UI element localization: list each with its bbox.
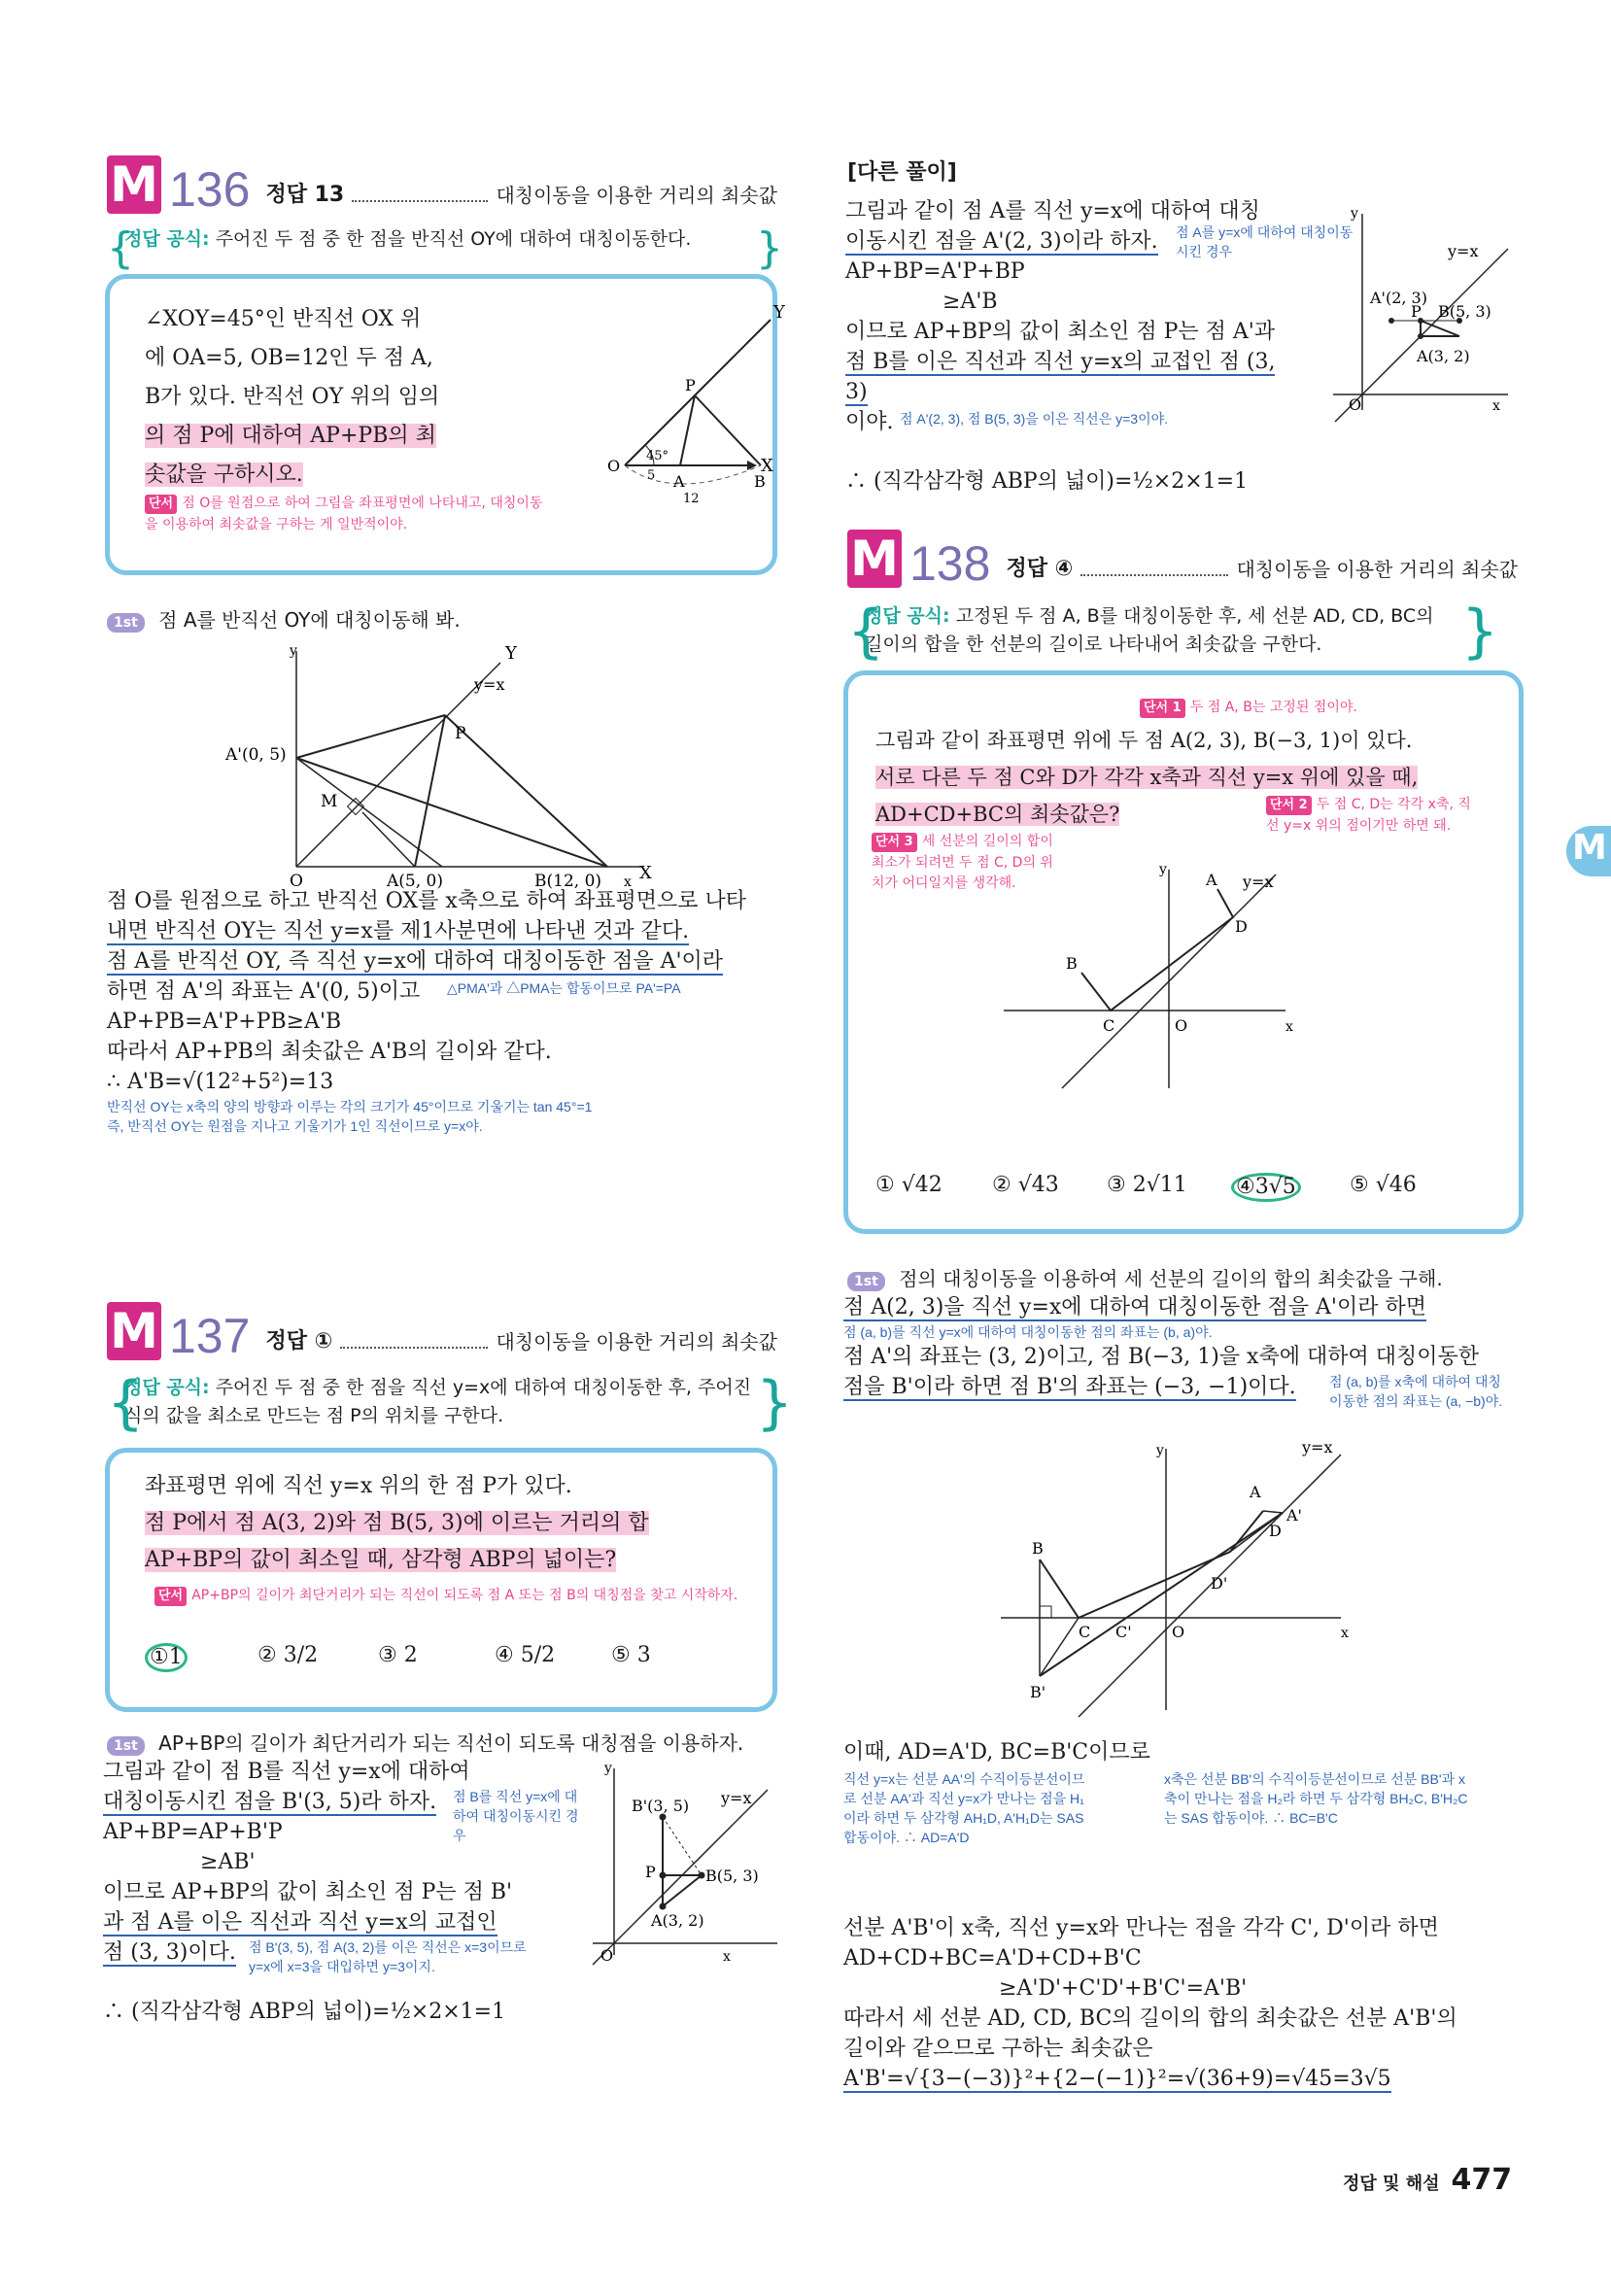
label-d: D xyxy=(1235,917,1248,936)
formula-text-2: 길이의 합을 한 선분의 길이로 나타내어 최솟값을 구한다. xyxy=(865,634,1322,655)
note-aa-prime: 직선 y=x는 선분 AA'의 수직이등분선이므로 선분 AA'과 직선 y=x가 만나는 점을 H₁이라 하면 두 삼각형 AH₁D, A'H₁D는 SAS 합동이야. ∴ AD=A'D xyxy=(843,1771,1085,1845)
choice-1[interactable]: ①1 xyxy=(145,1643,188,1672)
question-text: 그림과 같이 좌표평면 위에 두 점 A(2, 3), B(−3, 1)이 있다. 서로 다른 두 점 C와 D가 각각 x축과 직선 y=x 위에 있을 때, AD+CD+BC의 최솟값은? xyxy=(875,729,1419,826)
topic-label: 대칭이동을 이용한 거리의 최솟값 xyxy=(496,1330,777,1354)
m-badge: M xyxy=(107,1302,161,1360)
label-o: O xyxy=(1175,1016,1188,1035)
label-x: x xyxy=(1285,1019,1293,1035)
dotted-leader xyxy=(340,1347,488,1349)
label-o: O xyxy=(600,1946,614,1965)
label-y-axis: y xyxy=(290,643,297,659)
solution-138-top: 점 A(2, 3)을 직선 y=x에 대하여 대칭이동한 점을 A'이라 하면 점 (a, b)를 직선 y=x에 대하여 대칭이동한 점의 좌표는 (b, a)야. 점 A'의 좌표는 (3, 2)이고, 점 B(−3, 1)을 x축에 대하여 대칭이동한 점을 B'이라 하면 점 B'의 좌표는 (−3, −1)이다. 점 (a, b)를 x축에 대하여 대칭이동한 점의 좌표는 (a, −b)야. xyxy=(843,1292,1524,1402)
m-badge: M xyxy=(107,155,161,214)
problem-number: 136 xyxy=(169,162,251,217)
hint-138-2 xyxy=(1266,794,1480,836)
label-b-prime: B'(3, 5) xyxy=(632,1797,690,1815)
formula-text: 주어진 두 점 중 한 점을 반직선 OY에 대하여 대칭이동한다. xyxy=(215,228,692,250)
label-a-prime: A'(0, 5) xyxy=(225,745,287,765)
hint-137 xyxy=(154,1585,747,1606)
label-b: B(5, 3) xyxy=(1438,302,1491,321)
step-137 xyxy=(107,1728,743,1756)
hint-text: 세 선분의 길이의 합이 최소가 되려면 두 점 C, D의 위치가 어디일지를 생각해. xyxy=(872,834,1053,891)
answer-label: 정답 ④ xyxy=(1006,557,1074,581)
label-p: P xyxy=(455,724,466,743)
problem-number: 138 xyxy=(909,536,991,591)
question-text: ∠XOY=45°인 반직선 OX 위 에 OA=5, OB=12인 두 점 A, B가 있다. 반직선 OY 위의 임의 의 점 P에 대하여 AP+PB의 최 솟값을 구하시오. xyxy=(145,307,440,487)
dotted-leader xyxy=(1080,574,1228,576)
problem-137-header xyxy=(107,1302,777,1363)
solution-136: 점 O를 원점으로 하고 반직선 OX를 x축으로 하여 좌표평면으로 나타 내면 반직선 OY는 직선 y=x를 제1사분면에 나타낸 것과 같다. 점 A를 반직선 OY, 즉 직선 y=x에 대하여 대칭이동한 점을 A'이라 하면 점 A'의 좌표는 A'(0, 5)이고 △PMA'과 △PMA는 합동이므로 PA'=PA AP+PB=A'P+PB≥A'B 따라서 AP+PB의 최솟값은 A'B의 길이와 같다. ∴ A'B=√(12²+5²)=13 반직선 OY는 x축의 양의 방향과 이루는 각의 크기가 45°이므로 기울기는 tan 45°=1 즉, 반직선 OY는 원점을 지나고 기울기가 1인 직선이므로 y=x야. xyxy=(107,886,787,1136)
note-reflect-x: 점 (a, b)를 x축에 대하여 대칭이동한 점의 좌표는 (a, −b)야. xyxy=(1329,1374,1503,1409)
hint-tag: 단서 xyxy=(145,495,177,514)
figure-137 xyxy=(583,1759,787,1972)
label-a: A xyxy=(1250,1483,1261,1501)
label-b-prime: B' xyxy=(1030,1683,1046,1701)
choice-5[interactable]: ⑤ √46 xyxy=(1350,1173,1417,1197)
answer-label: 정답 ① xyxy=(265,1329,333,1354)
hint-tag: 단서 2 xyxy=(1266,796,1312,815)
label-d-prime: D' xyxy=(1211,1574,1228,1593)
label-y: y xyxy=(1159,862,1167,877)
hint-text: 두 점 C, D는 각각 x축, 직선 y=x 위의 점이기만 하면 돼. xyxy=(1266,797,1471,834)
label-o: O xyxy=(290,872,303,891)
note-slope-1: 반직선 OY는 x축의 양의 방향과 이루는 각의 크기가 45°이므로 기울기는 tan 45°=1 xyxy=(107,1099,593,1114)
formula-138: { 정답 공식: 고정된 두 점 A, B를 대칭이동한 후, 세 선분 AD, CD, BC의 길이의 합을 한 선분의 길이로 나타내어 최솟값을 구한다. } xyxy=(847,602,1506,659)
label-Y: Y xyxy=(505,643,517,664)
solution-138-bottom: 이때, AD=A'D, BC=B'C이므로 직선 y=x는 선분 AA'의 수직이등분선이므로 선분 AA'과 직선 y=x가 만나는 점을 H₁이라 하면 두 삼각형 AH₁D, A'H₁D는 SAS 합동이야. ∴ AD=A'D x축은 선분 BB'의 수직이등분선이므로 선분 BB'과 x축이 만나는 점을 H₂라 하면 두 삼각형 BH₂C, B'H₂C는 SAS 합동이야. ∴ BC=B'C 선분 A'B'이 x축, 직선 y=x와 만나는 점을 각각 C', D'이라 하면 AD+CD+BC=A'D+CD+B'C ≥A'D'+C'D'+B'C'=A'B' 따라서 세 선분 AD, CD, BC의 길이의 합의 최솟값은 선분 A'B'의 길이와 같으므로 구하는 최솟값은 A'B'=√{3−(−3)}²+{2−(−1)}²=√(36+9)=√45=3√5 xyxy=(843,1737,1524,2094)
step-text: 점의 대칭이동을 이용하여 세 선분의 길이의 합의 최솟값을 구해. xyxy=(899,1267,1443,1290)
label-c: C xyxy=(1079,1623,1091,1641)
label-line: y=x xyxy=(1302,1438,1333,1456)
formula-text-1: 고정된 두 점 A, B를 대칭이동한 후, 세 선분 AD, CD, BC의 xyxy=(955,605,1434,627)
label-a-prime: A' xyxy=(1286,1506,1302,1525)
hint-tag: 단서 1 xyxy=(1140,699,1185,718)
label-y: y xyxy=(1156,1443,1164,1458)
label-line: y=x xyxy=(721,1789,752,1807)
note-line-y3: 점 A'(2, 3), 점 B(5, 3)을 이은 직선은 y=3이야. xyxy=(900,411,1169,427)
label-a-prime: A'(2, 3) xyxy=(1370,289,1427,307)
solution-137: 그림과 같이 점 B를 직선 y=x에 대하여 대칭이동시킨 점을 B'(3, 5)라 하자. 점 B를 직선 y=x에 대하여 대칭이동시킨 경우 AP+BP=AP+B'P ≥AB' 이므로 AP+BP의 값이 최소인 점 P는 점 B' 과 점 A를 이은 직선과 직선 y=x의 교접인 점 (3, 3)이다. 점 B'(3, 5), 점 A(3, 2)를 이은 직선은 x=3이므로 y=x에 x=3을 대입하면 y=3이지. ∴ (직각삼각형 ABP의 넓이)=½×2×1=1 xyxy=(103,1757,647,2027)
hint-text: 점 O를 원점으로 하여 그림을 좌표평면에 나타내고, 대칭이동을 이용하여 최솟값을 구하는 게 일반적이야. xyxy=(145,496,543,532)
page-footer xyxy=(1343,2163,1512,2197)
formula-tag: 정답 공식: xyxy=(124,1377,210,1398)
problem-136-box xyxy=(105,274,785,575)
hint-tag: 단서 3 xyxy=(872,833,917,852)
figure-138-problem xyxy=(994,860,1344,1093)
choice-1[interactable]: ① √42 xyxy=(875,1173,943,1197)
topic-label: 대칭이동을 이용한 거리의 최솟값 xyxy=(496,184,777,207)
problem-number: 137 xyxy=(169,1309,251,1363)
note-reflect-a: 점 A를 y=x에 대하여 대칭이동시킨 경우 xyxy=(1176,224,1354,259)
label-five: 5 xyxy=(647,468,656,483)
hint-138-1 xyxy=(1140,697,1357,718)
choice-4[interactable]: ④3√5 xyxy=(1231,1173,1301,1202)
choice-2[interactable]: ② √43 xyxy=(992,1173,1059,1197)
label-line: y=x xyxy=(1448,242,1479,260)
hint-text: AP+BP의 길이가 최단거리가 되는 직선이 되도록 점 A 또는 점 B의 대칭점을 찾고 시작하자. xyxy=(191,1588,738,1603)
m-badge: M xyxy=(847,530,902,588)
label-a: A xyxy=(1206,871,1217,889)
problem-136-header xyxy=(107,155,777,217)
figure-138-solution xyxy=(991,1438,1351,1725)
page-number: 477 xyxy=(1451,2163,1513,2197)
note-reflect-yx: 점 (a, b)를 직선 y=x에 대하여 대칭이동한 점의 좌표는 (b, a)야. xyxy=(843,1324,1213,1340)
label-x: x xyxy=(723,1949,731,1965)
note-congruent: △PMA'과 △PMA는 합동이므로 PA'=PA xyxy=(447,980,681,996)
hint-text: 두 점 A, B는 고정된 점이야. xyxy=(1189,700,1357,715)
label-X: X xyxy=(639,863,652,883)
formula-text-1: 주어진 두 점 중 한 점을 직선 y=x에 대하여 대칭이동한 후, 주어진 xyxy=(215,1377,752,1398)
label-b: B xyxy=(1066,954,1078,973)
figure-alt xyxy=(1323,204,1518,428)
hint-tag: 단서 xyxy=(154,1587,187,1606)
label-line: y=x xyxy=(474,675,505,694)
label-c-prime: C' xyxy=(1115,1623,1132,1641)
figure-136-ray-diagram xyxy=(537,298,785,512)
label-a: A(3, 2) xyxy=(1417,347,1470,365)
step-138 xyxy=(847,1263,1443,1291)
label-a: A(5, 0) xyxy=(387,872,443,891)
label-twelve: 12 xyxy=(683,492,700,506)
label-p: P xyxy=(645,1863,656,1881)
note-slope-2: 즉, 반직선 OY는 원점을 지나고 기울기가 1인 직선이므로 y=x야. xyxy=(107,1118,483,1134)
step-badge: 1st xyxy=(107,613,145,633)
label-a: A xyxy=(673,472,685,491)
step-badge: 1st xyxy=(107,1736,145,1756)
topic-label: 대칭이동을 이용한 거리의 최솟값 xyxy=(1236,558,1518,581)
label-p: P xyxy=(685,376,696,394)
label-x: x xyxy=(1341,1626,1349,1641)
label-x-axis: x xyxy=(624,874,632,890)
label-o: O xyxy=(1349,395,1362,414)
problem-138-box xyxy=(843,670,1524,1234)
alt-solution: 그림과 같이 점 A를 직선 y=x에 대하여 대칭 이동시킨 점을 A'(2, 3)이라 하자. 점 A를 y=x에 대하여 대칭이동시킨 경우 AP+BP=A'P+BP ≥A'B 이므로 AP+BP의 값이 최소인 점 P는 점 A'과 점 B를 이은 직선과 직선 y=x의 교접인 점 (3, 3) 이야. 점 A'(2, 3), 점 B(5, 3)을 이은 직선은 y=3이야. ∴ (직각삼각형 ABP의 넓이)=½×2×1=1 xyxy=(845,196,1302,497)
choice-3[interactable]: ③ 2√11 xyxy=(1107,1173,1187,1197)
label-y: Y xyxy=(773,302,785,323)
label-a: A(3, 2) xyxy=(651,1911,704,1930)
label-b: B xyxy=(1032,1539,1044,1558)
label-x: x xyxy=(1492,398,1500,414)
label-y: y xyxy=(604,1761,612,1776)
label-p: P xyxy=(1411,302,1422,321)
step-badge: 1st xyxy=(847,1272,885,1291)
choice-2[interactable]: ② 3/2 xyxy=(257,1643,319,1667)
hint-136 xyxy=(145,493,553,534)
note-bb-prime: x축은 선분 BB'의 수직이등분선이므로 선분 BB'과 x축이 만나는 점을 H₂라 하면 두 삼각형 BH₂C, B'H₂C는 SAS 합동이야. ∴ BC=B'C xyxy=(1164,1771,1468,1826)
formula-137: { 정답 공식: 주어진 두 점 중 한 점을 직선 y=x에 대하여 대칭이동한 후, 주어진 식의 값을 최소로 만드는 점 P의 위치를 구한다. } xyxy=(107,1369,794,1437)
formula-tag: 정답 공식: xyxy=(124,228,210,250)
problem-137-box xyxy=(105,1448,777,1712)
label-x: X xyxy=(761,456,773,476)
problem-138-header xyxy=(847,530,1518,591)
step-136 xyxy=(107,604,461,633)
formula-text-2: 식의 값을 최소로 만드는 점 P의 위치를 구한다. xyxy=(124,1405,504,1426)
chapter-side-tab: M xyxy=(1566,826,1611,876)
choice-3[interactable]: ③ 2 xyxy=(378,1643,418,1667)
answer-label: 정답 13 xyxy=(265,183,345,207)
label-y: y xyxy=(1351,206,1358,222)
label-b: B(5, 3) xyxy=(705,1867,759,1885)
note-reflect-b: 점 B를 직선 y=x에 대하여 대칭이동시킨 경우 xyxy=(453,1789,579,1843)
choice-5[interactable]: ⑤ 3 xyxy=(611,1643,651,1667)
step-text: AP+BP의 길이가 최단거리가 되는 직선이 되도록 대칭점을 이용하자. xyxy=(158,1731,744,1755)
label-b: B xyxy=(754,472,766,491)
label-angle: 45° xyxy=(646,449,669,463)
question-text: 좌표평면 위에 직선 y=x 위의 한 점 P가 있다. 점 P에서 점 A(3, 2)와 점 B(5, 3)에 이르는 거리의 합 AP+BP의 값이 최소일 때, 삼각형 ABP의 넓이는? xyxy=(145,1474,649,1572)
label-b: B(12, 0) xyxy=(534,872,602,891)
label-o: O xyxy=(607,457,621,475)
label-d: D xyxy=(1269,1522,1282,1540)
choice-4[interactable]: ④ 5/2 xyxy=(495,1643,556,1667)
formula-tag: 정답 공식: xyxy=(865,605,950,627)
label-line: y=x xyxy=(1243,873,1274,891)
dotted-leader xyxy=(352,200,488,202)
formula-136: { 정답 공식: 주어진 두 점 중 한 점을 반직선 OY에 대하여 대칭이동한다. } xyxy=(107,223,783,273)
label-o: O xyxy=(1172,1623,1185,1641)
figure-136-coordinate xyxy=(214,641,670,891)
label-m: M xyxy=(321,792,338,811)
label-c: C xyxy=(1103,1016,1115,1035)
note-line-x3: 점 B'(3, 5), 점 A(3, 2)를 이은 직선은 x=3이므로 y=x에 x=3을 대입하면 y=3이지. xyxy=(249,1939,527,1974)
footer-label: 정답 및 해설 xyxy=(1343,2174,1440,2194)
alt-solution-title: [다른 풀이] xyxy=(847,160,957,185)
step-text: 점 A를 반직선 OY에 대칭이동해 봐. xyxy=(158,608,461,632)
